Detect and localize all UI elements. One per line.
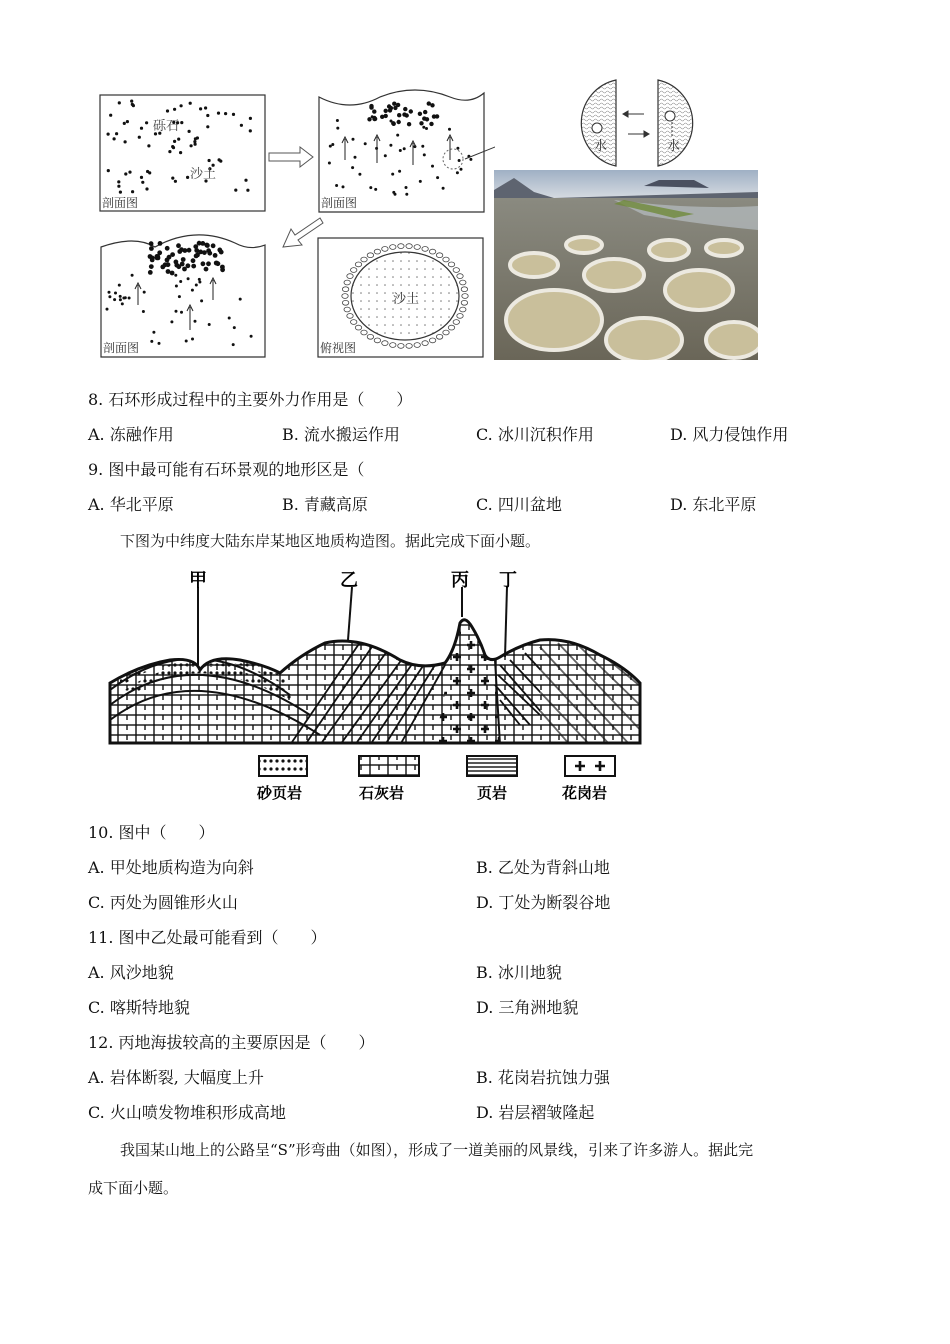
process-arrow-1	[269, 147, 313, 167]
q9-option-b[interactable]: B. 青藏高原	[282, 495, 368, 514]
q8-option-c[interactable]: C. 冰川沉积作用	[476, 425, 594, 444]
profile-panel-3	[101, 235, 265, 357]
q11-stem: 11. 图中乙处最可能看到（ ）	[88, 928, 327, 947]
q10-stem: 10. 图中（ ）	[88, 823, 215, 842]
q10-option-a[interactable]: A. 甲处地质构造为向斜	[88, 858, 254, 877]
q12-option-b[interactable]: B. 花岗岩抗蚀力强	[476, 1068, 610, 1087]
q8-option-a[interactable]: A. 冻融作用	[88, 425, 174, 444]
profile-label-3: 剖面图	[103, 341, 140, 355]
intro-road-line1: 我国某山地上的公路呈“S”形弯曲（如图），形成了一道美丽的风景线，引来了许多游人。据此完	[120, 1141, 754, 1159]
q8-option-d[interactable]: D. 风力侵蚀作用	[670, 425, 789, 444]
q11-option-a[interactable]: A. 风沙地貌	[88, 963, 174, 982]
ice-water-diagram	[570, 78, 720, 168]
sand-label-2: 沙土	[393, 292, 420, 307]
label-jia: 甲	[189, 570, 207, 591]
legend-sandshale: 砂页岩	[257, 784, 303, 802]
q12-stem: 12. 丙地海拔较高的主要原因是（ ）	[88, 1033, 375, 1052]
q10-option-d[interactable]: D. 丁处为断裂谷地	[476, 893, 611, 912]
legend-granite: 花岗岩	[562, 784, 608, 802]
water-label-right: 水	[667, 139, 681, 154]
q9-option-a[interactable]: A. 华北平原	[88, 495, 174, 514]
q11-option-b[interactable]: B. 冰川地貌	[476, 963, 562, 982]
profile-panel-1	[100, 95, 265, 211]
stone-ring-photo	[494, 170, 758, 360]
profile-panel-2	[319, 90, 484, 212]
plan-view-label: 俯视图	[320, 341, 357, 355]
stone-ring-diagram	[95, 75, 495, 365]
q8-stem: 8. 石环形成过程中的主要外力作用是（ ）	[88, 390, 413, 409]
q10-option-c[interactable]: C. 丙处为圆锥形火山	[88, 893, 238, 912]
legend	[257, 756, 615, 802]
intro-geology: 下图为中纬度大陆东岸某地区地质构造图。据此完成下面小题。	[120, 532, 541, 550]
label-yi: 乙	[340, 570, 358, 591]
plan-view-panel	[318, 238, 483, 357]
geology-cross-section	[100, 565, 660, 810]
profile-label-1: 剖面图	[102, 196, 139, 210]
q9-option-c[interactable]: C. 四川盆地	[476, 495, 562, 514]
gravel-label: 砾石	[153, 119, 180, 134]
label-bing: 丙	[451, 570, 469, 591]
label-ding: 丁	[499, 570, 517, 591]
water-label-left: 水	[594, 139, 608, 154]
q8-option-b[interactable]: B. 流水搬运作用	[282, 425, 400, 444]
q12-option-a[interactable]: A. 岩体断裂, 大幅度上升	[88, 1068, 264, 1087]
q12-option-d[interactable]: D. 岩层褶皱隆起	[476, 1103, 595, 1122]
legend-limestone: 石灰岩	[359, 784, 405, 802]
legend-shale: 页岩	[477, 784, 508, 802]
intro-road-line2: 成下面小题。	[88, 1179, 179, 1197]
process-arrow-2	[283, 218, 323, 247]
q11-option-d[interactable]: D. 三角洲地貌	[476, 998, 579, 1017]
q11-option-c[interactable]: C. 喀斯特地貌	[88, 998, 190, 1017]
sand-label-1: 沙土	[190, 167, 217, 182]
q9-option-d[interactable]: D. 东北平原	[670, 495, 757, 514]
q9-stem: 9. 图中最可能有石环景观的地形区是（	[88, 460, 365, 479]
q12-option-c[interactable]: C. 火山喷发物堆积形成高地	[88, 1103, 286, 1122]
profile-label-2: 剖面图	[321, 196, 358, 210]
q10-option-b[interactable]: B. 乙处为背斜山地	[476, 858, 610, 877]
